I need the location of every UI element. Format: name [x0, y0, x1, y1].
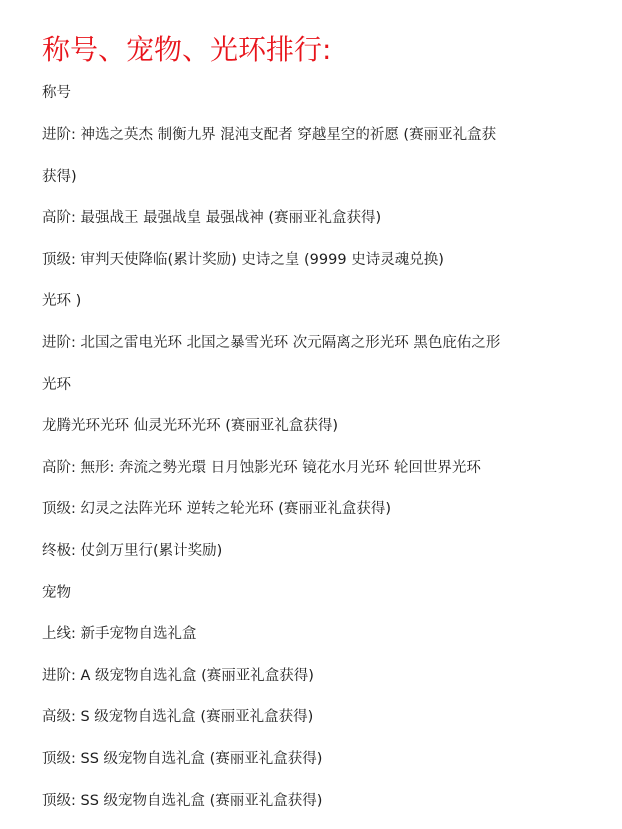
- text-line: 顶级: SS 级宠物自选礼盒 (赛丽亚礼盒获得): [42, 751, 323, 767]
- page-title: 称号、宠物、光环排行:: [42, 33, 332, 66]
- text-line: 顶级: 审判天使降临(累计奖励) 史诗之皇 (9999 史诗灵魂兑换): [42, 252, 444, 268]
- text-line: 龙腾光环光环 仙灵光环光环 (赛丽亚礼盒获得): [42, 418, 339, 434]
- text-line: 高阶: 最强战王 最强战皇 最强战神 (赛丽亚礼盒获得): [42, 210, 382, 226]
- text-line: 进阶: 神选之英杰 制衡九界 混沌支配者 穿越星空的祈愿 (赛丽亚礼盒获: [42, 127, 497, 143]
- text-line: 上线: 新手宠物自选礼盒: [42, 626, 197, 642]
- section-heading-pets: 宠物: [42, 585, 71, 601]
- text-line: 获得): [42, 169, 77, 185]
- text-line: 高阶: 無形: 奔流之勢光環 日月蚀影光环 镜花水月光环 轮回世界光环: [42, 460, 481, 476]
- section-heading-titles: 称号: [42, 85, 71, 101]
- text-line: 进阶: 北国之雷电光环 北国之暴雪光环 次元隔离之形光环 黑色庇佑之形: [42, 335, 501, 351]
- text-line: 顶级: 幻灵之法阵光环 逆转之轮光环 (赛丽亚礼盒获得): [42, 501, 392, 517]
- text-line: 进阶: A 级宠物自选礼盒 (赛丽亚礼盒获得): [42, 668, 314, 684]
- section-heading-halos: 光环 ): [42, 293, 82, 309]
- text-line: 高级: S 级宠物自选礼盒 (赛丽亚礼盒获得): [42, 709, 314, 725]
- text-line: 光环: [42, 377, 71, 393]
- text-line: 顶级: SS 级宠物自选礼盒 (赛丽亚礼盒获得): [42, 793, 323, 809]
- text-line: 终极: 仗剑万里行(累计奖励): [42, 543, 223, 559]
